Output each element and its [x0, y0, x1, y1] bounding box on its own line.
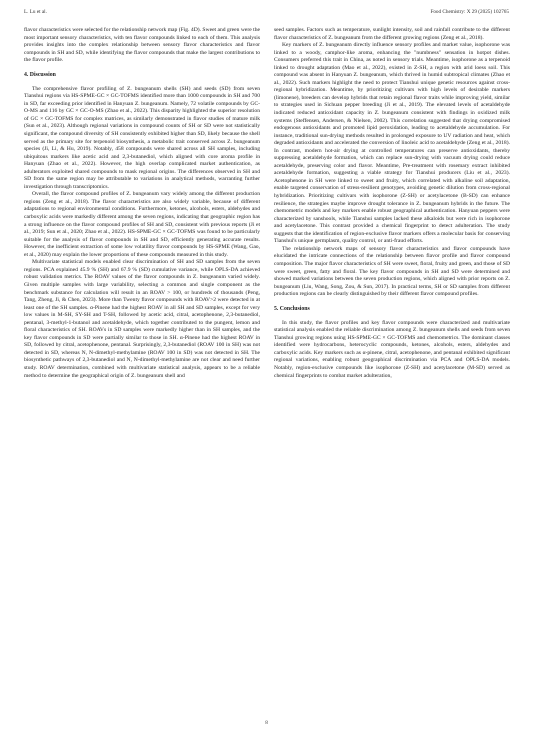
body-paragraph: Overall, the flavor compound profiles of Z. bungeanum vary widely among the different production regions (Zeng et al., 2018). The flavor characteristics are also widely variable, because of different adaptations to regional environmental conditions. Furthermore, ketones, alcohols, esters, aldehydes and carboxylic acids were markedly different among the seven regions, indicating that geographic region has a strong influence on the flavor compound profiles of SH and SD, consistent with previous reports (Ji et al., 2019; Sun et al., 2020; Zhao et al., 2022). HS-SPME-GC × GC-TOFMS was found to be particularly suitable for the analysis of flavor compounds in SH and SD, efficiently generating accurate results. However, the inefficient extraction of some low volatility flavor compounds by HS-SPME (Wang, Gao, et al., 2020) may explain the lower proportions of these compounds measured in this study. [24, 191, 260, 258]
intro-paragraph: flavor characteristics were selected for the relationship network map (Fig. 4D). Sweet and green were the most important sensory characteristics, with ten flavor compounds linked to each of them. This analysis provides insights into the complex relationship between sensory flavor characteristics and flavor compounds in SH and SD, while identifying the flavor compounds that make the largest contributions to the flavor profile. [24, 27, 260, 64]
header-authors: L. Lu et al. [24, 9, 47, 15]
section-heading-conclusions: 5. Conclusions [274, 305, 310, 312]
header-journal-citation: Food Chemistry: X 29 (2025) 102765 [430, 9, 509, 15]
body-paragraph: Key markers of Z. bungeanum directly influence sensory profiles and market value, isophorone was linked to a woody, camphor-like aroma, enhancing the "numbness" sensation in hotpot dishes. Consumers preferred this trait in China, as noted in sensory trials. Meantime, isophorone as a terpenoid linked to drought adaptation (Mao et al., 2022), existed in Z-SH, a region with arid loess soil. This compound was absent in Hanyuan Z. bungeanum, which thrived in humid subtropical climates (Zhao et al., 2022). Such markers highlight the need to protect Tianshui unique genetic resources against cross-regional hybridization. Meantime, by prioritizing cultivars with high levels of desirable markers (limonene), breeders can develop hybrids that retain regional flavor traits while improving yield, similar to strategies used in Sichuan pepper breeding (Ji et al., 2019). The elevated levels of acetaldehyde indicated reduced antioxidant capacity in Z. bungeanum consistent with findings in oxidized milk systems (Steffensen, Andersen, & Nielsen, 2002). This correlation suggested that drying compromised endogenous antioxidants and promoted lipid peroxidation, leading to acetaldehyde accumulation. For instance, traditional sun-drying methods resulted in prolonged exposure to UV radiation and heat, which degraded antioxidants and accelerated the conversion of linoleic acid to acetaldehyde (Zeng et al., 2018). In contrast, modern hot-air drying at controlled temperatures can preserve antioxidants, thereby suppressing acetaldehyde formation, which can replace sun-drying with vacuum drying could reduce acetaldehyde, preserving color and flavor. Meantime, Pre-treatment with rosemary extract inhibited acetaldehyde formation, suggesting a viable strategy for Tianshui producers (Liu et al., 2023). Acetophenone in SH were linked to sweet and fruity, which correlated with alkaline soil adaptation, enable targeted conservation of stress-resilient genotypes, avoiding genetic dilution from cross-regional hybridization. Prioritizing cultivars with isophorone (Z-SH) or acetylacetone (B-SD) can enhance resilience, the strategies maybe improve drought tolerance in Z. bungeanum hybrids in the future. The chemometric models and key markers enable robust geographical authentication. Hanyuan peppers were characterized by sanshools, while Tianshui samples lacked these alkaloids but were rich in isophorone and acetylacetone. This contrast provided a chemical fingerprint to detect adulteration. The study suggests that the identification of region-exclusive flavor markers offers a molecular basis for conserving Tianshui's unique germplasm, quality control, or anti-fraud efforts. [274, 42, 510, 245]
body-paragraph: The comprehensive flavor profiling of Z. bungeanum shells (SH) and seeds (SD) from seven Tianshui regions via HS-SPME-GC × GC-TOFMS identified more than 1000 compounds in SH and 700 in SD, far exceeding prior identified in Hanyuan Z. bungeanum. Namely, 72 volatile compounds by GC-O-MS and 116 by GC × GC-O-MS (Zhao et al., 2022). This disparity highlighted the superior resolution of GC × GC-TOFMS for complex matrices, as similarly demonstrated in flavor studies of mature milk (Sun et al., 2023). Although regional variations in compound counts of SH or SD were not statistically significant, the compound diversity of SH consistently exhibited higher than SD, likely because the shell served as the primary site for terpenoid biosynthesis, a metabolic trait conserved across Z. bungeanum species (Ji, Li, & Hu, 2019). Notably, 458 compounds were shared across all SH samples, including ubiquitous markers like acetic acid and 2,3-butanediol, which aligned with core aroma profile in Hanyuan (Zhao et al., 2022). However, the high overlap complicated market authentication, as adulterators exploited shared compounds to mask regional origins. The differences observed in SH and SD from the same region may be attributable to variations in analytical methods, warranting further investigation through transcriptomics. [24, 85, 260, 190]
body-paragraph: The relationship network maps of sensory flavor characteristics and flavor compounds have elucidated the intricate connections of the relationship between flavor profile and flavor compound composition. The major flavor characteristics of SH were sweet, floral, fruity and green, and those of SD were sweet, green, fatty and floral. The key flavor compounds in SH and SD were determined and showed marked variations between the seven production regions, which aligned with prior reports on Z. bungeanum (Liu, Wang, Song, Zou, & Sun, 2017). In practical terms, SH or SD samples from different production regions can be clearly distinguished by their different flavor compound profiles. [274, 245, 510, 298]
page-number: 8 [265, 720, 268, 726]
body-paragraph: Multivariate statistical models enabled clear discrimination of SH and SD samples from the seven regions. PCA explained 45.9 % (SH) and 67.9 % (SD) cumulative variance, while OPLS-DA achieved robust validation metrics. The ROAV values of the flavor compounds in Z. bungeanum varied widely. Given multiple samples with large variability, selecting a common and single component as the benchmark substance for calculation will result in an ROAV > 100, or hundreds of thousands (Peng, Tang, Zheng, Ji, & Chen, 2023). More than Twenty flavor compounds with ROAV>2 were detected in at least one of the SH samples. α-Pinene had the highest ROAV in all SH and SD samples, except for very low values in M-SH, SY-SH and T-SH, followed by acetic acid, citral, acetophenone, 2,3-butanediol, pentanal, 3-methyl-1-butanol and acetaldehyde, which together contributed to the pungent, lemon and floral characteristics of SH. ROAVs in SD samples were markedly higher than in SH samples, and the key flavor compounds in SD were partially similar to those in SH. α-Pinene had the highest ROAV in SD, followed by citral, acetophenone, pentanal. Surprisingly, 2,3-butanediol (ROAV 100 in SH) was not detected in SD, whereas N, N-dimethyl-methylamine (ROAV 100 in SD) was not detected in SH. The biosynthetic pathways of 2,3-butanediol and N, N-dimethyl-methylamine are not clear and need further study. ROAV determination, combined with multivariate statistical analysis, appears to be a reliable method to determine the geographical origin of Z. bungeanum shell and [24, 259, 260, 379]
body-paragraph: seed samples. Factors such as temperature, sunlight intensity, soil and rainfall contribute to the different flavor characteristics of Z. bungeanum from the different growing regions (Zeng et al., 2018). [274, 27, 510, 41]
conclusion-paragraph: In this study, the flavor profiles and key flavor compounds were characterized and multivariate statistical analysis enabled the reliable discrimination among Z. bungeanum shells and seeds from seven Tianshui growing regions using HS-SPME-GC × GC-TOFMS and chemometrics. The dominant classes identified were hydrocarbons, heterocyclic compounds, ketones, alcohols, esters, aldehydes and carboxylic acids. Key markers such as α-pinene, citral, acetophenone, and pentanal exhibited significant regional variations, enabling robust geographical discrimination via PCA and OPLS-DA models. Notably, region-exclusive compounds like isophorone (Z-SH) and acetylacetone (M-SD) served as chemical fingerprints to combat market adulteration, [274, 319, 510, 379]
section-heading-discussion: 4. Discussion [24, 71, 56, 78]
right-column [274, 27, 510, 703]
left-column [24, 27, 260, 703]
running-header [24, 9, 509, 19]
